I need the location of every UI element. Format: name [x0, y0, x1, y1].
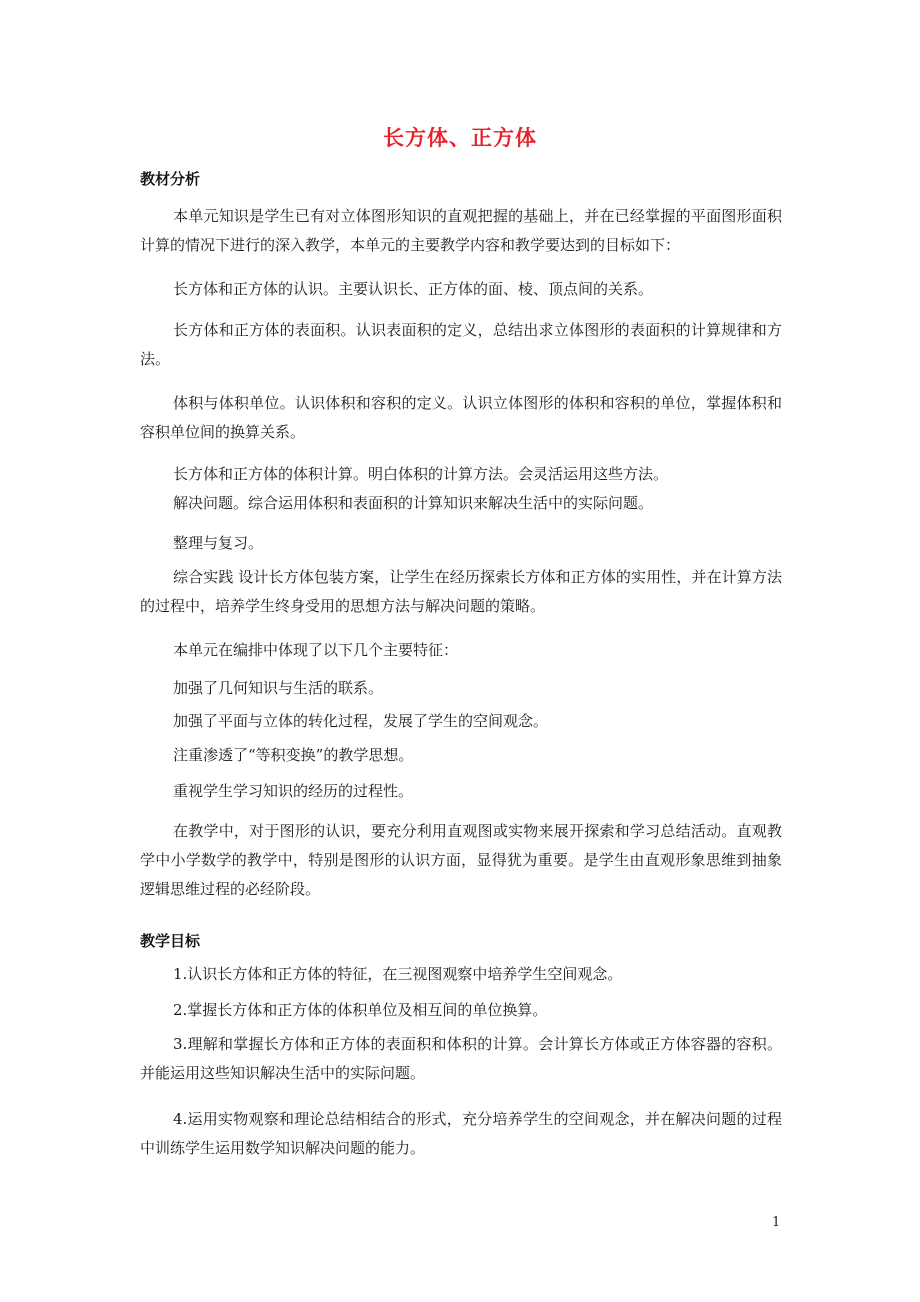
- paragraph: 本单元知识是学生已有对立体图形知识的直观把握的基础上，并在已经掌握的平面图形面积计算的情况下进行的深入教学，本单元的主要教学内容和教学要达到的目标如下：: [140, 207, 782, 254]
- paragraph: 长方体和正方体的认识。主要认识长、正方体的面、棱、顶点间的关系。: [173, 280, 654, 298]
- paragraph: 3.理解和掌握长方体和正方体的表面积和体积的计算。会计算长方体或正方体容器的容积。并能运用这些知识解决生活中的实际问题。: [140, 1035, 782, 1082]
- paragraph: 综合实践 设计长方体包装方案，让学生在经历探索长方体和正方体的实用性，并在计算方法的过程中，培养学生终身受用的思想方法与解决问题的策略。: [140, 568, 782, 615]
- paragraph: 加强了几何知识与生活的联系。: [173, 679, 384, 697]
- paragraph: 2.掌握长方体和正方体的体积单位及相互间的单位换算。: [173, 1001, 548, 1019]
- paragraph: 在教学中，对于图形的认识，要充分利用直观图或实物来展开探索和学习总结活动。直观教学中小学数学的教学中，特别是图形的认识方面，显得犹为重要。是学生由直观形象思维到抽象逻辑思维过程的必经阶段。: [140, 822, 782, 898]
- paragraph: 重视学生学习知识的经历的过程性。: [173, 782, 414, 800]
- document-title: 长方体、正方体: [383, 125, 537, 150]
- paragraph: 解决问题。综合运用体积和表面积的计算知识来解决生活中的实际问题。: [173, 494, 654, 512]
- paragraph: 长方体和正方体的体积计算。明白体积的计算方法。会灵活运用这些方法。: [173, 465, 669, 483]
- paragraph: 体积与体积单位。认识体积和容积的定义。认识立体图形的体积和容积的单位，掌握体积和容积单位间的换算关系。: [140, 394, 782, 441]
- paragraph: 1.认识长方体和正方体的特征，在三视图观察中培养学生空间观念。: [173, 965, 623, 983]
- paragraph: 注重渗透了“等积变换”的教学思想。: [173, 746, 414, 764]
- paragraph: 4.运用实物观察和理论总结相结合的形式，充分培养学生的空间观念，并在解决问题的过程中训练学生运用数学知识解决问题的能力。: [140, 1110, 782, 1157]
- section-heading-teaching-goals: 教学目标: [140, 932, 201, 950]
- paragraph: 长方体和正方体的表面积。认识表面积的定义，总结出求立体图形的表面积的计算规律和方法。: [140, 321, 782, 368]
- paragraph: 加强了平面与立体的转化过程，发展了学生的空间观念。: [173, 712, 549, 730]
- section-heading-material-analysis: 教材分析: [140, 170, 201, 188]
- page-number: 1: [772, 1215, 781, 1230]
- paragraph: 本单元在编排中体现了以下几个主要特征：: [173, 641, 459, 659]
- paragraph: 整理与复习。: [173, 534, 264, 552]
